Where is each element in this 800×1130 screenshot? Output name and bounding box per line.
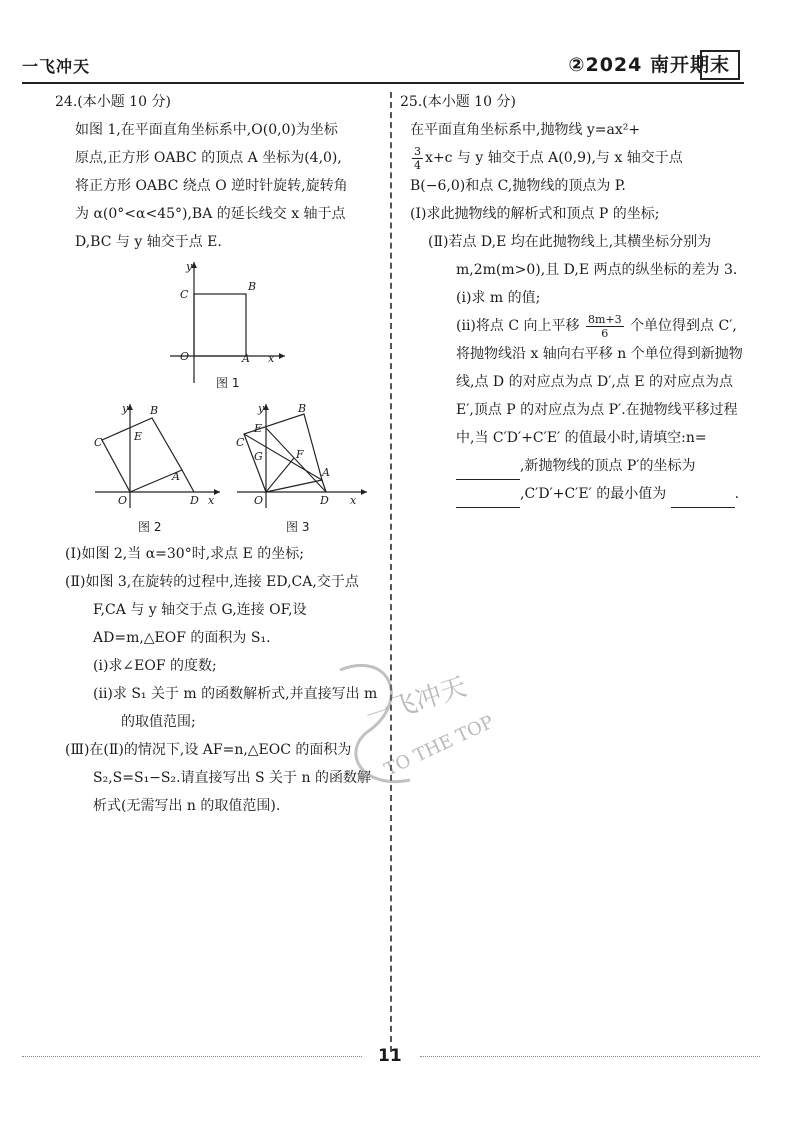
footer-rule-left: [22, 1056, 362, 1057]
svg-text:E: E: [134, 430, 143, 443]
watermark-text: 一飞冲天: [362, 671, 471, 733]
figure-3-caption: 图 3: [286, 520, 310, 534]
q24-part-2: (Ⅱ)如图 3,在旋转的过程中,连接 ED,CA,交于点 F,CA 与 y 轴交于点 G,连接 OF,设 AD=m,△EOF 的面积为 S₁.: [65, 574, 359, 646]
q25-part-2: (Ⅱ)若点 D,E 均在此抛物线上,其横坐标分别为 m,2m(m>0),且 D,E 两点的纵坐标的差为 3.: [428, 234, 738, 278]
svg-text:O: O: [254, 494, 264, 507]
svg-text:B: B: [150, 404, 159, 417]
svg-text:O: O: [180, 350, 190, 363]
header-rule: [22, 82, 744, 84]
header-logo: 一飞冲天: [22, 57, 91, 76]
svg-text:C: C: [236, 436, 245, 449]
question-25: [400, 88, 745, 508]
svg-text:x: x: [208, 494, 215, 507]
answer-blank-n[interactable]: [456, 465, 520, 480]
q24-intro-line: 如图 1,在平面直角坐标系中,O(0,0)为坐标: [75, 122, 338, 138]
svg-text:y: y: [186, 260, 193, 273]
q25-intro-c: B(−6,0)和点 C,抛物线的顶点为 P.: [410, 178, 626, 194]
q24-intro-line: 为 α(0°<α<45°),BA 的延长线交 x 轴于点: [75, 206, 346, 222]
figure-2: [90, 400, 225, 510]
svg-text:F: F: [296, 448, 304, 461]
q25-intro-a: 在平面直角坐标系中,抛物线 y=ax²+: [410, 122, 641, 138]
q24-part-3: (Ⅲ)在(Ⅱ)的情况下,设 AF=n,△EOC 的面积为 S₂,S=S₁−S₂.请直接写出 S 关于 n 的函数解析式(无需写出 n 的取值范围).: [65, 742, 371, 814]
svg-text:O: O: [118, 494, 128, 507]
watermark: [300, 640, 540, 820]
q24-part-2-i: (ⅰ)求∠EOF 的度数;: [93, 658, 217, 674]
q25-intro-b: x+c 与 y 轴交于点 A(0,9),与 x 轴交于点: [425, 150, 683, 166]
q25-frac-num: 3: [414, 144, 421, 158]
watermark-logo-icon: [300, 640, 540, 820]
q25-part-2-ii: [400, 312, 745, 508]
svg-text:E: E: [254, 422, 263, 435]
header-stamp-icon: [700, 50, 740, 80]
svg-text:D: D: [320, 494, 329, 507]
svg-text:C: C: [94, 436, 103, 449]
q24-intro-line: 将正方形 OABC 绕点 O 逆时针旋转,旋转角: [75, 178, 348, 194]
q24-intro-line: 原点,正方形 OABC 的顶点 A 坐标为(4,0),: [75, 150, 342, 166]
q25-frac-den: 4: [414, 158, 421, 172]
q24-title: 24.(本小题 10 分): [55, 94, 171, 110]
figure-2-caption: 图 2: [138, 520, 162, 534]
q25-shift-fraction: [586, 313, 624, 340]
figure-3: [232, 400, 372, 510]
q25-title: 25.(本小题 10 分): [400, 94, 516, 110]
q25-shift-num: 8m+3: [587, 312, 622, 326]
svg-text:A: A: [322, 466, 330, 479]
svg-text:G: G: [254, 450, 263, 463]
q25-part-2-ii-e: .: [734, 486, 740, 502]
header-title: ②2024 南开期末: [568, 54, 730, 76]
footer-rule-right: [420, 1056, 760, 1057]
svg-text:x: x: [350, 494, 357, 507]
q25-shift-den: 6: [601, 326, 609, 340]
q24-part-2-ii: (ⅱ)求 S₁ 关于 m 的函数解析式,并直接写出 m 的取值范围;: [93, 686, 378, 730]
q24-intro-line: D,BC 与 y 轴交于点 E.: [75, 234, 222, 250]
svg-text:y: y: [258, 402, 265, 415]
answer-blank-vertex[interactable]: [456, 493, 520, 508]
answer-blank-min[interactable]: [671, 493, 735, 508]
svg-text:x: x: [268, 352, 275, 365]
question-24: [55, 88, 383, 256]
svg-text:y: y: [122, 402, 129, 415]
q25-part-1: (Ⅰ)求此抛物线的解析式和顶点 P 的坐标;: [410, 206, 660, 222]
q25-part-2-i: (ⅰ)求 m 的值;: [456, 290, 541, 306]
watermark-sub: TO THE TOP: [381, 711, 497, 781]
svg-text:A: A: [172, 470, 180, 483]
svg-text:C: C: [180, 288, 189, 301]
svg-text:B: B: [298, 402, 307, 415]
q25-intro: [400, 116, 745, 200]
svg-text:D: D: [190, 494, 199, 507]
q24-intro: [65, 116, 383, 256]
q25-part-2-ii-d: ,C′D′+C′E′ 的最小值为: [520, 486, 667, 502]
svg-text:A: A: [242, 352, 250, 365]
page-number: 11: [378, 1046, 402, 1066]
q25-coefficient-fraction: [412, 145, 423, 172]
q24-part-1: (Ⅰ)如图 2,当 α=30°时,求点 E 的坐标;: [65, 546, 304, 562]
q25-part-2-ii-b: 个单位得到点 C′,将抛物线沿 x 轴向右平移 n 个单位得到新抛物线,点 D 的对应点为点 D′,点 E 的对应点为点 E′,顶点 P 的对应点为点 P′.在抛物线平移过程中,当 C′D′+C′E′ 的值最小时,请填空:n=: [456, 318, 743, 446]
figure-1-caption: 图 1: [216, 376, 240, 390]
column-divider: [390, 92, 392, 1052]
svg-text:B: B: [248, 280, 257, 293]
figure-1: [160, 258, 290, 388]
q25-part-2-ii-a: (ⅱ)将点 C 向上平移: [456, 318, 580, 334]
q25-part-2-ii-c: ,新抛物线的顶点 P′的坐标为: [520, 458, 696, 474]
